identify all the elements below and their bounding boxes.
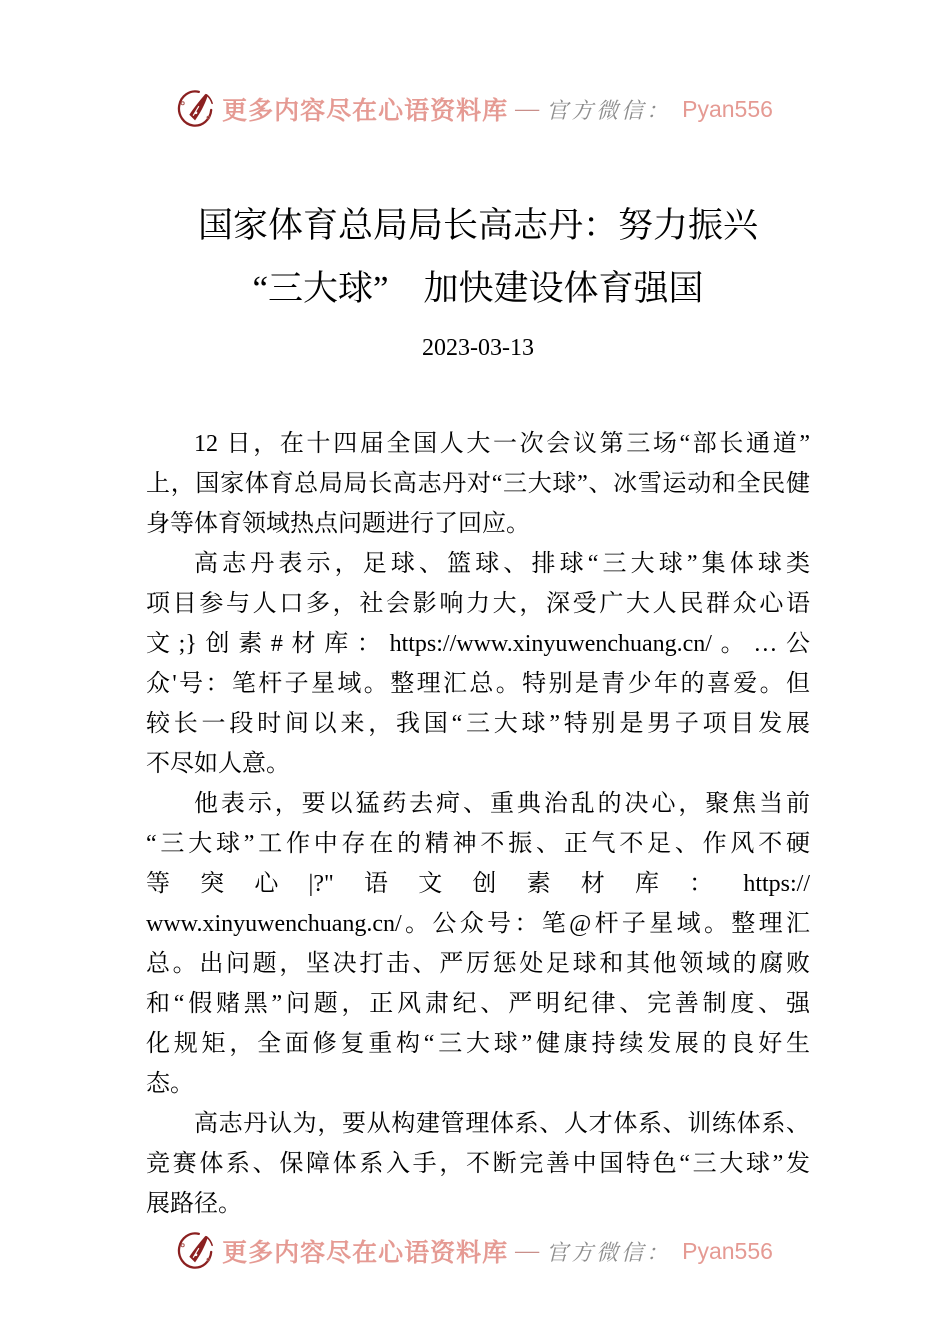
paragraph [146,1104,810,1224]
text-line: www.xinyuwenchuang.cn/。公众号：笔@杆子星域。整理汇 [146,911,810,937]
watermark-wechat-label: 官方微信： [546,97,672,123]
page-title [146,194,810,320]
pen-logo-icon [177,1230,215,1272]
text-line: 高志丹认为，要从构建管理体系、人才体系、训练体系、 [194,1111,810,1137]
text-line: 和“假赌黑”问题，正风肃纪、严明纪律、完善制度、强 [146,991,810,1017]
text-line: 文;}创素#材库：https://www.xinyuwenchuang.cn/。…公 [146,631,810,657]
watermark-account: Pyan556 [682,95,773,122]
watermark-text: 更多内容尽在心语资料库 [222,1240,509,1267]
text-line: 众'号：笔杆子星域。整理汇总。特别是青少年的喜爱。但 [146,671,810,697]
article-body [146,424,810,1224]
text-line: 等突心|?"语文创素材库：https:// [146,871,810,897]
header-watermark [0,88,950,130]
footer-watermark [0,1230,950,1272]
paragraph [146,424,810,544]
title-line-1: 国家体育总局局长高志丹：努力振兴 [197,206,758,245]
paragraph [146,784,810,1104]
text-line: 化规矩，全面修复重构“三大球”健康持续发展的良好生 [146,1031,810,1057]
paragraph [146,544,810,784]
watermark-dash: — [515,95,540,122]
watermark-account: Pyan556 [682,1237,773,1264]
text-line: 展路径。 [146,1191,242,1217]
text-line: 身等体育领域热点问题进行了回应。 [146,511,530,537]
text-line: 竞赛体系、保障体系入手，不断完善中国特色“三大球”发 [146,1151,810,1177]
text-line: 较长一段时间以来，我国“三大球”特别是男子项目发展 [146,711,810,737]
text-line: 高志丹表示，足球、篮球、排球“三大球”集体球类 [194,551,810,577]
text-line: 他表示，要以猛药去疴、重典治乱的决心，聚焦当前 [194,791,810,817]
title-line-2: “三大球” 加快建设体育强国 [252,269,704,308]
text-line: 总。出问题，坚决打击、严厉惩处足球和其他领域的腐败 [146,951,810,977]
pen-logo-icon [177,88,215,130]
text-line: 不尽如人意。 [146,751,290,777]
article-date: 2023-03-13 [422,335,534,361]
article [146,194,810,1224]
text-line: 上，国家体育总局局长高志丹对“三大球”、冰雪运动和全民健 [146,471,810,497]
text-line: 12 日，在十四届全国人大一次会议第三场“部长通道” [194,431,810,457]
text-line: 项目参与人口多，社会影响力大，深受广大人民群众心语 [146,591,810,617]
watermark-text: 更多内容尽在心语资料库 [222,98,509,125]
text-line: “三大球”工作中存在的精神不振、正气不足、作风不硬 [146,831,810,857]
watermark-wechat-label: 官方微信： [546,1239,672,1265]
watermark-dash: — [515,1237,540,1264]
text-line: 态。 [146,1071,194,1097]
